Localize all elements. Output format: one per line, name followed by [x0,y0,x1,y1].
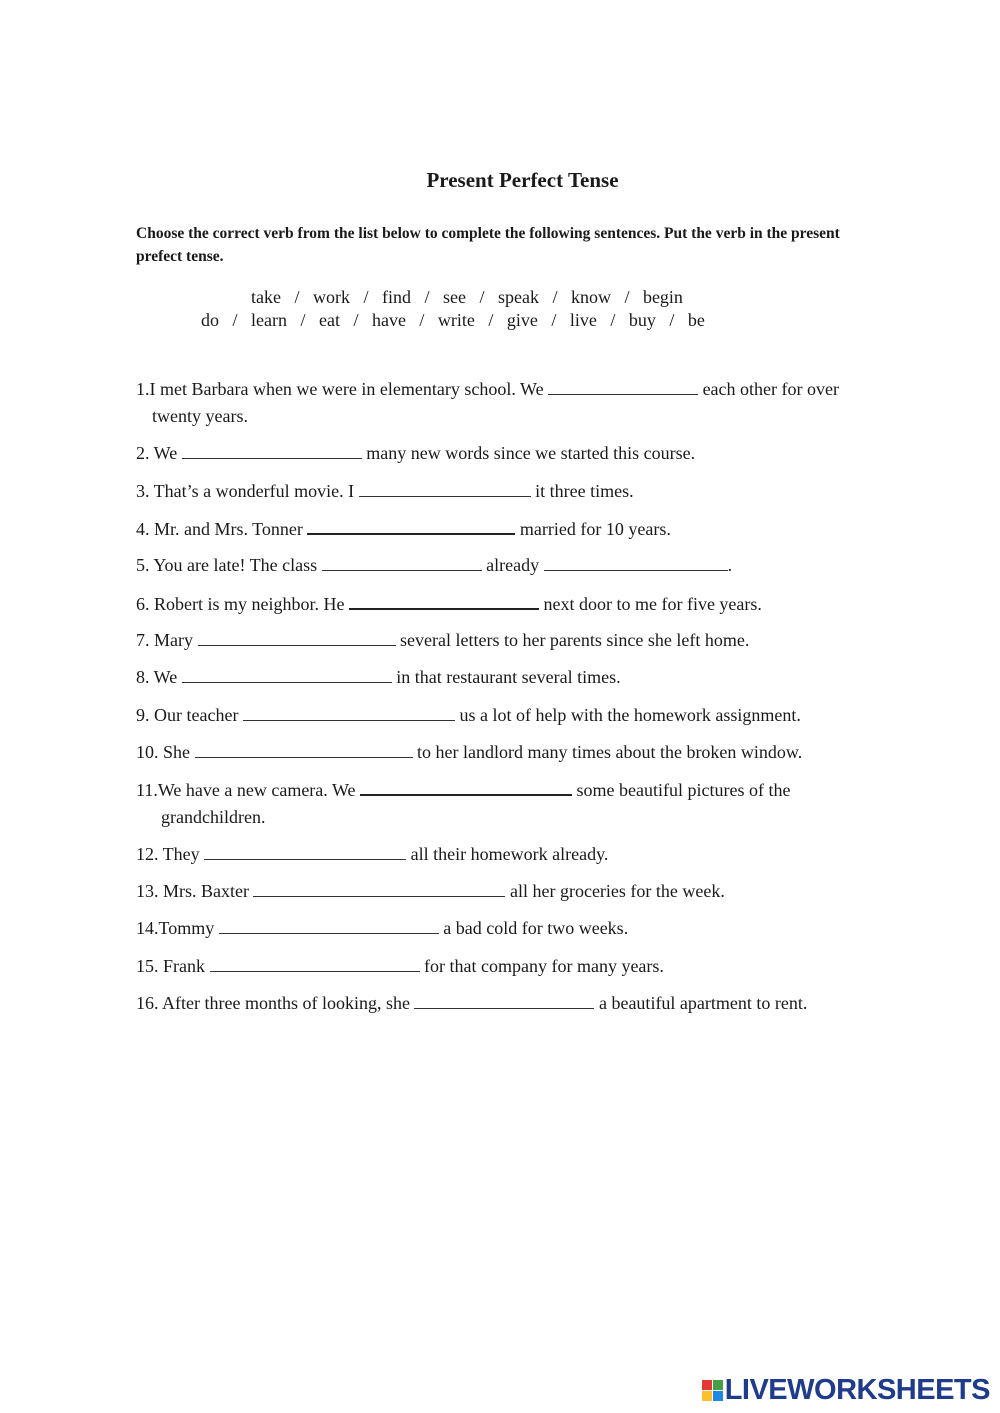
answer-blank-6[interactable] [349,592,539,610]
logo-text: LIVEWORKSHEETS [724,1373,990,1406]
liveworksheets-logo [702,1375,990,1405]
instructions: Choose the correct verb from the list below to complete the following sentences. Put the verb in the present prefect tense. [136,225,840,265]
question-13: 13. Mrs. Baxter all her groceries for the week. [136,881,725,901]
question-15: 15. Frank for that company for many years. [136,956,664,976]
answer-blank-12[interactable] [204,843,406,860]
question-9: 9. Our teacher us a lot of help with the homework assignment. [136,705,801,725]
question-16: 16. After three months of looking, she a beautiful apartment to rent. [136,993,808,1013]
question-number: 1. [136,379,150,399]
answer-blank-9[interactable] [243,704,455,721]
word-bank-line-1: take / work / find / see / speak / know / begin [251,287,683,307]
question-11: 11.We have a new camera. We some beautiful pictures of the grandchildren. [136,780,791,827]
word-bank-line-2: do / learn / eat / have / write / give / live / buy / be [201,310,705,330]
answer-blank-16[interactable] [414,992,594,1009]
question-4: 4. Mr. and Mrs. Tonner married for 10 years. [136,519,671,539]
answer-blank-5a[interactable] [322,554,482,571]
answer-blank-15[interactable] [210,955,420,972]
answer-blank-8[interactable] [182,666,392,683]
question-5: 5. You are late! The class already . [136,555,733,575]
answer-blank-4[interactable] [307,517,515,535]
page-title: Present Perfect Tense [426,168,619,192]
question-10: 10. She to her landlord many times about the broken window. [136,742,803,762]
answer-blank-13[interactable] [253,880,505,897]
answer-blank-1[interactable] [548,378,698,395]
question-14: 14.Tommy a bad cold for two weeks. [136,918,629,938]
answer-blank-11[interactable] [360,778,572,796]
answer-blank-14[interactable] [219,917,439,934]
answer-blank-2[interactable] [182,442,362,459]
question-6: 6. Robert is my neighbor. He next door to me for five years. [136,594,762,614]
answer-blank-7[interactable] [198,629,396,646]
answer-blank-10[interactable] [195,741,413,758]
answer-blank-3[interactable] [359,480,531,497]
question-12: 12. They all their homework already. [136,844,609,864]
answer-blank-5b[interactable] [544,554,728,571]
question-3: 3. That’s a wonderful movie. I it three times. [136,481,634,501]
question-1: 1.I met Barbara when we were in elementary school. We each other for over twenty years. [136,379,839,426]
question-2: 2. We many new words since we started this course. [136,443,696,463]
question-8: 8. We in that restaurant several times. [136,667,621,687]
question-7: 7. Mary several letters to her parents since she left home. [136,630,750,650]
logo-mark-icon [702,1380,723,1401]
